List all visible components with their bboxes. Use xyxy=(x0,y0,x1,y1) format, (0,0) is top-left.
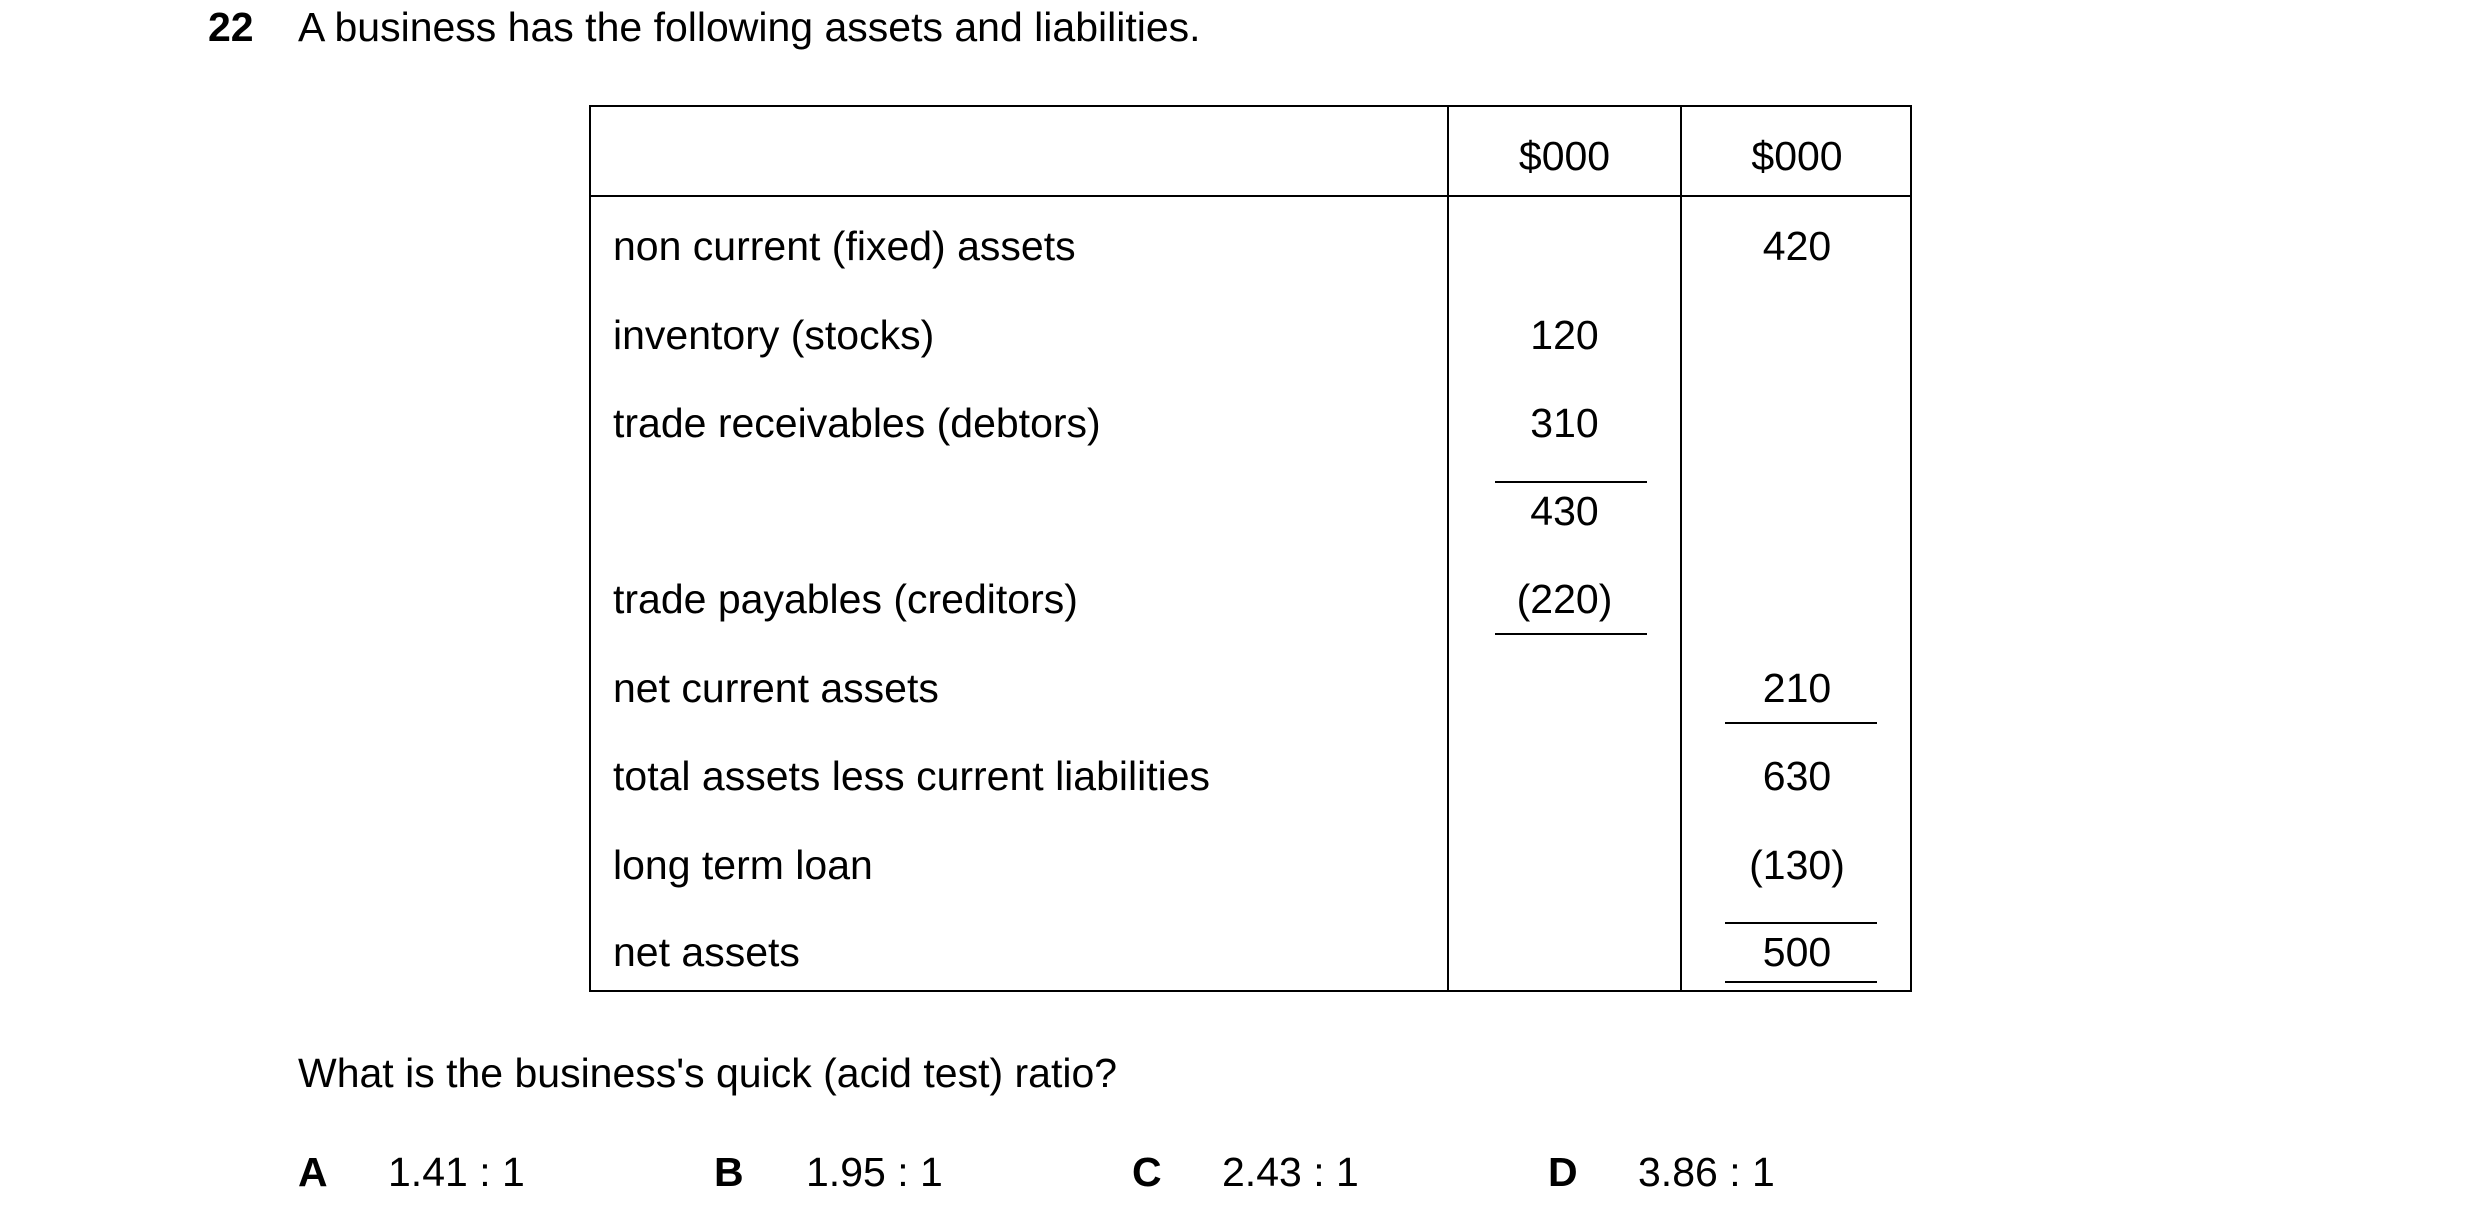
row-value-col1: 310 xyxy=(1530,400,1599,446)
subtotal-rule xyxy=(1495,633,1647,635)
header-col1: $000 xyxy=(1518,133,1611,179)
row-value-col2: 630 xyxy=(1762,753,1832,799)
row-value-col2: 420 xyxy=(1762,223,1832,269)
option-a-value: 1.41 : 1 xyxy=(388,1149,525,1195)
row-label: net assets xyxy=(613,929,800,975)
row-label: trade receivables (debtors) xyxy=(613,400,1101,446)
option-b-value: 1.95 : 1 xyxy=(806,1149,943,1195)
option-d-value: 3.86 : 1 xyxy=(1638,1149,1775,1195)
row-value-col2: 500 xyxy=(1762,929,1832,975)
row-label: long term loan xyxy=(613,842,873,888)
row-value-col1: 120 xyxy=(1530,312,1599,358)
option-b-letter: B xyxy=(714,1149,744,1195)
option-a-letter: A xyxy=(298,1149,328,1195)
balance-sheet-table xyxy=(589,105,1912,992)
row-label: trade payables (creditors) xyxy=(613,576,1078,622)
row-label: total assets less current liabilities xyxy=(613,753,1211,799)
option-c-value: 2.43 : 1 xyxy=(1222,1149,1359,1195)
row-value-col2: (130) xyxy=(1749,842,1845,888)
subtotal-rule xyxy=(1495,481,1647,483)
option-d-letter: D xyxy=(1548,1149,1578,1195)
question-number: 22 xyxy=(208,4,254,50)
question-prompt: What is the business's quick (acid test) ratio? xyxy=(298,1050,1118,1096)
column-divider xyxy=(1447,107,1449,990)
question-stem: A business has the following assets and liabilities. xyxy=(298,4,1201,50)
subtotal-rule xyxy=(1725,922,1877,924)
option-c-letter: C xyxy=(1132,1149,1162,1195)
header-divider xyxy=(591,195,1910,197)
row-label: net current assets xyxy=(613,665,939,711)
row-label: inventory (stocks) xyxy=(613,312,935,358)
row-value-col2: 210 xyxy=(1762,665,1832,711)
row-value-col1: 430 xyxy=(1530,488,1599,534)
total-rule xyxy=(1725,981,1877,983)
row-label: non current (fixed) assets xyxy=(613,223,1076,269)
row-value-col1: (220) xyxy=(1516,576,1613,622)
header-col2: $000 xyxy=(1751,133,1843,179)
subtotal-rule xyxy=(1725,722,1877,724)
